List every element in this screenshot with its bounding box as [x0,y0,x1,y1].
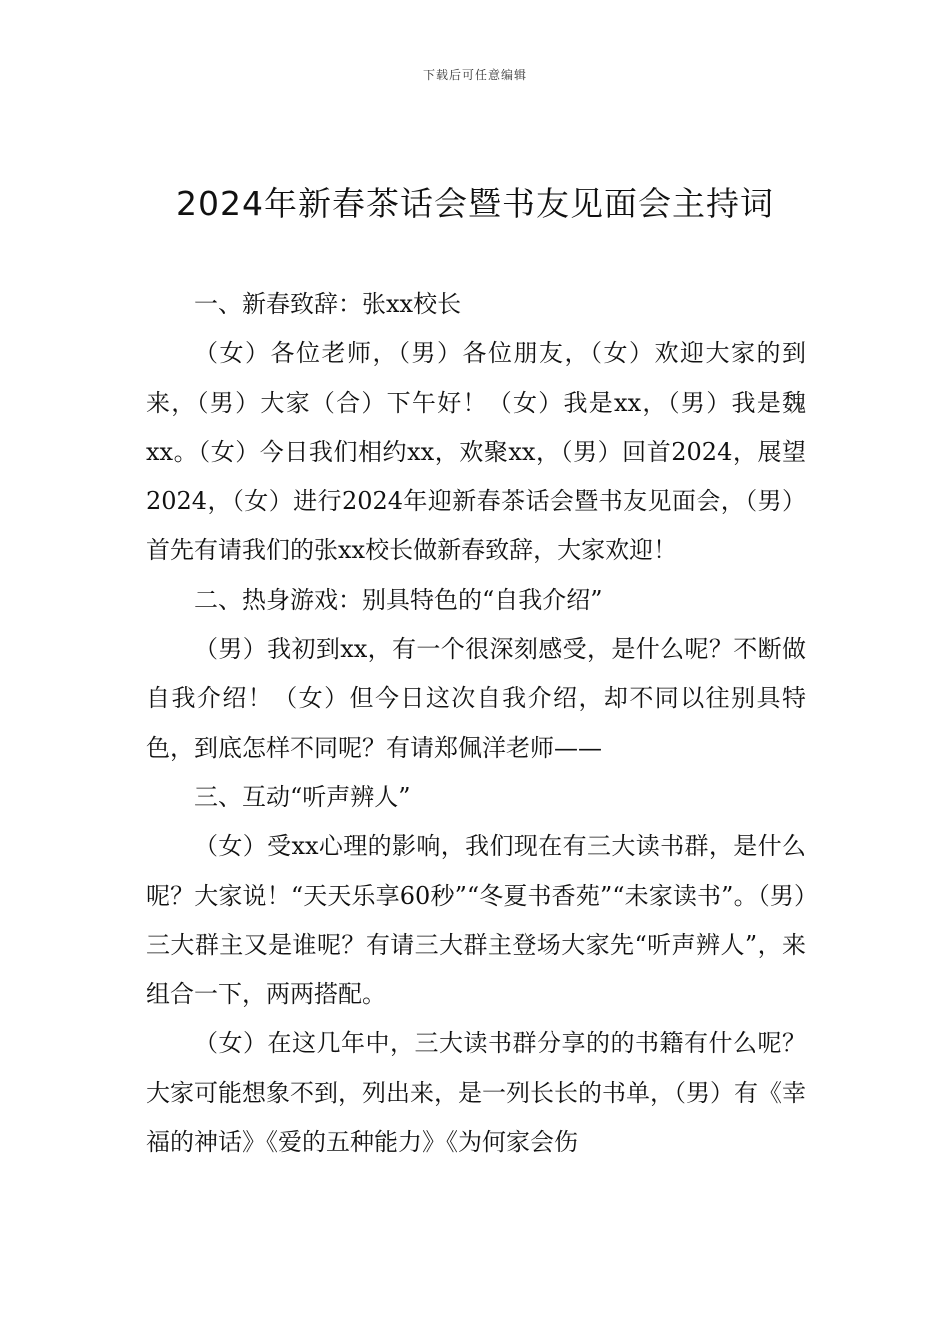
paragraph: （女）受xx心理的影响，我们现在有三大读书群，是什么呢？大家说！“天天乐享60秒”“冬夏书香苑”“未家读书”。（男）三大群主又是谁呢？有请三大群主登场大家先“听声辨人”，来组合一下，两两搭配。 [146,832,806,1009]
paragraph: （女）各位老师，（男）各位朋友，（女）欢迎大家的到来，（男）大家（合）下午好！（女）我是xx，（男）我是魏xx。（女）今日我们相约xx，欢聚xx，（男）回首2024，展望2024，（女）进行2024年迎新春茶话会暨书友见面会，（男）首先有请我们的张xx校长做新春致辞，大家欢迎！ [146,339,806,565]
paragraph: （女）在这几年中，三大读书群分享的的书籍有什么呢？大家可能想象不到，列出来，是一列长长的书单，（男）有《幸福的神话》《爱的五种能力》《为何家会伤 [146,1029,806,1157]
section-heading-3: 三、互动“听声辨人” [194,782,411,811]
document-title: 2024年新春茶话会暨书友见面会主持词 [176,184,774,223]
section-heading-1: 一、新春致辞：张xx校长 [194,290,462,318]
document-body [146,280,806,1167]
paragraph: （男）我初到xx，有一个很深刻感受，是什么呢？不断做自我介绍！（女）但今日这次自我介绍，却不同以往别具特色，到底怎样不同呢？有请郑佩洋老师—— [146,635,806,762]
section-heading-2: 二、热身游戏：别具特色的“自我介绍” [194,585,603,614]
header-note: 下载后可任意编辑 [422,68,527,82]
